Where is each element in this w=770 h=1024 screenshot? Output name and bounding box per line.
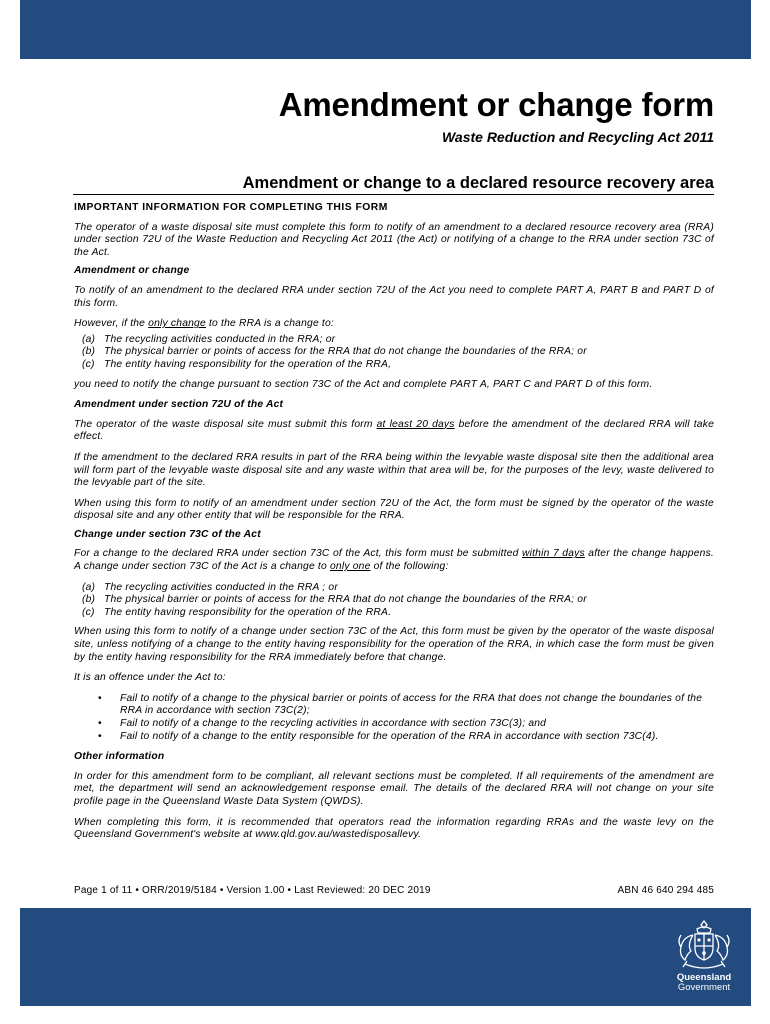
- important-heading: IMPORTANT INFORMATION FOR COMPLETING THIS FORM: [74, 202, 388, 213]
- however-paragraph: However, if the only change to the RRA is a change to:: [74, 318, 334, 330]
- list-item: • Fail to notify of a change to the recycling activities in accordance with section 73C(3); and: [98, 718, 547, 729]
- intro-paragraph: The operator of a waste disposal site must complete this form to notify of an amendment to a declared resource recovery area (RRA) under section 72U of the Waste Reduction and Recycling Act 2011 (the Act) or notifying of a change to the RRA under section 73C of the Act.: [74, 221, 714, 258]
- page-subtitle: Waste Reduction and Recycling Act 2011: [441, 129, 714, 145]
- form-instructions: [74, 202, 714, 850]
- 73c-deadline-paragraph: For a change to the declared RRA under section 73C of the Act, this form must be submitted within 7 days after the change happens. A change under section 73C of the Act is a change to only one of the following:: [74, 548, 714, 573]
- notify-73c-paragraph: you need to notify the change pursuant to section 73C of the Act and complete PART A, PART C and PART D of this form.: [74, 378, 653, 390]
- other-info-paragraph: In order for this amendment form to be compliant, all relevant sections must be completed. If all requirements of the amendment are met, the department will send an acknowledgement response email. The details of the declared RRA will not change on your site profile page in the Queensland Waste Data System (QWDS).: [74, 770, 714, 807]
- list-item: (a) The recycling activities conducted in the RRA ; or: [82, 581, 338, 593]
- queensland-government-logo: [671, 917, 737, 997]
- change-73c-heading: Change under section 73C of the Act: [74, 528, 261, 540]
- amend-72u-heading: Amendment under section 72U of the Act: [74, 399, 284, 411]
- list-item: (c) The entity having responsibility for the operation of the RRA.: [82, 606, 392, 618]
- section-heading: Amendment or change to a declared resource recovery area: [73, 174, 714, 195]
- abn-number: ABN 46 640 294 485: [617, 885, 714, 896]
- 73c-change-list: [74, 582, 714, 620]
- footer-band: [20, 908, 751, 1006]
- offence-list: [74, 693, 714, 743]
- amend-change-paragraph: To notify of an amendment to the declared RRA under section 72U of the Act you need to complete PART A, PART B and PART D of this form.: [74, 284, 714, 309]
- bullet-icon: •: [98, 692, 102, 704]
- page-footer-info: Page 1 of 11 • ORR/2019/5184 • Version 1.00 • Last Reviewed: 20 DEC 2019: [74, 885, 431, 896]
- change-list: [74, 334, 714, 372]
- 72u-signing-paragraph: When using this form to notify of an amendment under section 72U of the Act, the form must be signed by the operator of the waste disposal site and any other entity that will be responsible for the RRA.: [74, 497, 714, 522]
- list-item: (a) The recycling activities conducted in the RRA; or: [82, 333, 336, 345]
- list-item: • Fail to notify of a change to the entity responsible for the operation of the RRA in accordance with section 73C(4).: [98, 730, 659, 742]
- 72u-levy-paragraph: If the amendment to the declared RRA results in part of the RRA being within the levyable waste disposal site then the additional area will form part of the levyable waste disposal site and any waste within that area will be, for the purposes of the levy, waste delivered to the levyable part of the site.: [74, 451, 714, 489]
- amend-change-heading: Amendment or change: [74, 265, 190, 277]
- bullet-icon: •: [98, 730, 102, 742]
- 7-days-emphasis: within 7 days: [522, 548, 585, 560]
- logo-line-2: Government: [677, 982, 731, 993]
- list-item: • Fail to notify of a change to the physical barrier or points of access for the RRA that does not change the boundaries of the RRA in accordance with section 73C(2);: [98, 692, 703, 717]
- header-band: [20, 0, 751, 59]
- list-item: (b) The physical barrier or points of access for the RRA that do not change the boundaries of the RRA; or: [82, 594, 587, 606]
- 20-days-emphasis: at least 20 days: [376, 418, 455, 430]
- bullet-icon: •: [98, 718, 102, 729]
- 73c-operator-paragraph: When using this form to notify of a change under section 73C of the Act, this form must be given by the operator of the waste disposal site, unless notifying of a change to the entity having responsibility for the operation of the RRA, in which case the form must be given by the entity having responsibility for the RRA immediately before that change.: [74, 626, 714, 663]
- list-item: (b) The physical barrier or points of access for the RRA that do not change the boundaries of the RRA; or: [82, 346, 587, 358]
- offence-intro: It is an offence under the Act to:: [74, 672, 226, 684]
- only-one-emphasis: only one: [329, 561, 371, 573]
- other-info-heading: Other information: [74, 751, 165, 763]
- list-item: (c) The entity having responsibility for the operation of the RRA,: [82, 358, 392, 370]
- 72u-deadline-paragraph: The operator of the waste disposal site must submit this form at least 20 days before the amendment of the declared RRA will take effect.: [74, 418, 714, 443]
- coat-of-arms-icon: [675, 917, 733, 973]
- website-paragraph: When completing this form, it is recommended that operators read the information regarding RRAs and the waste levy on the Queensland Government's website at www.qld.gov.au/wastedisposallevy.: [74, 816, 714, 841]
- page-title: Amendment or change form: [278, 86, 714, 123]
- logo-line-1: Queensland: [676, 972, 732, 983]
- only-change-emphasis: only change: [148, 318, 206, 330]
